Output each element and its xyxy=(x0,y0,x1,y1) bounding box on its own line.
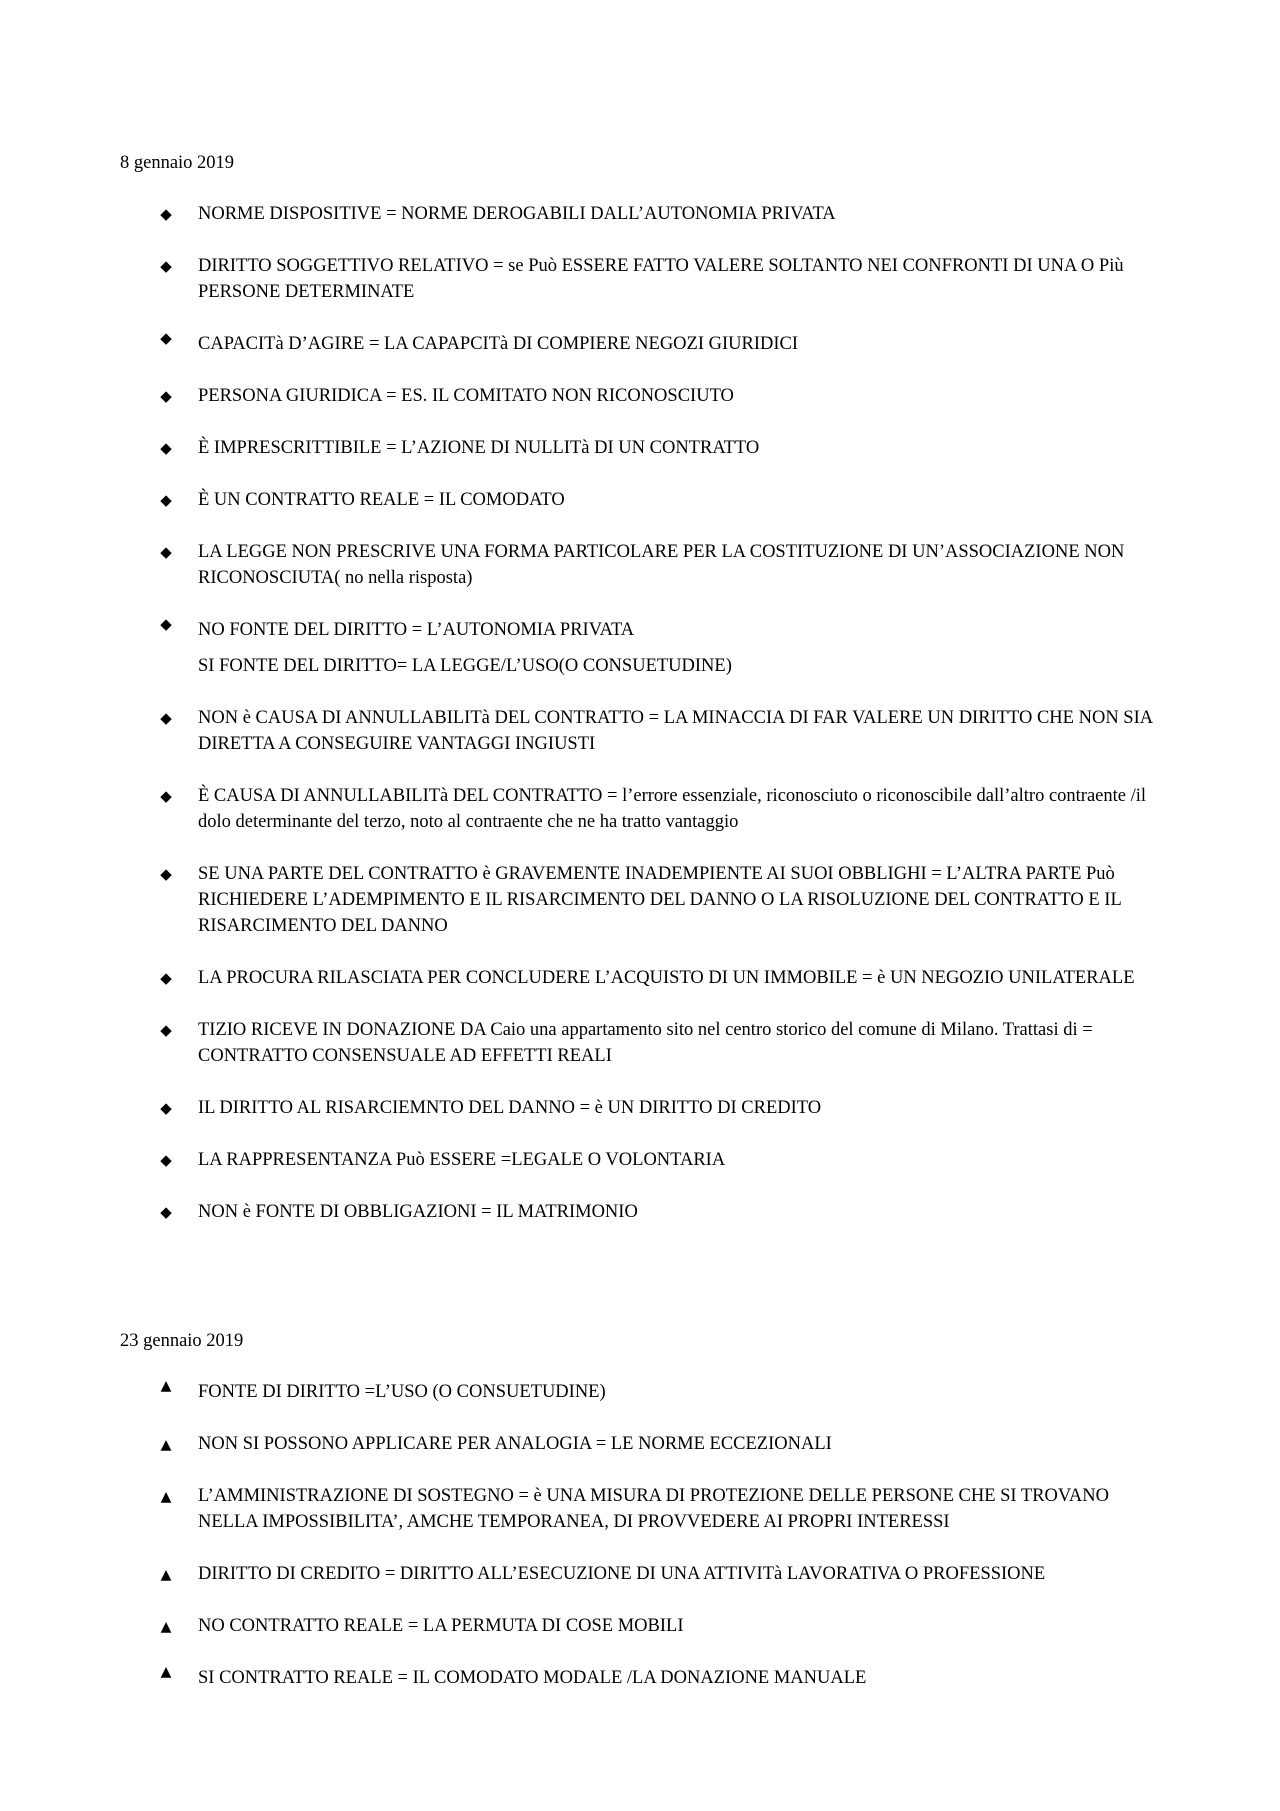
list-item-text: È UN CONTRATTO REALE = IL COMODATO xyxy=(198,490,565,510)
list-item xyxy=(0,1147,1280,1173)
list-item xyxy=(0,783,1280,835)
diamond-bullet-icon: ◆ xyxy=(160,1099,172,1117)
list-item-text: L’AMMINISTRAZIONE DI SOSTEGNO = è UNA MISURA DI PROTEZIONE DELLE PERSONE CHE SI TROVANO NELLA IMPOSSIBILITA’, AMCHE TEMPORANEA, DI PROVVEDERE AI PROPRI INTERESSI xyxy=(198,1486,1109,1532)
list-item xyxy=(0,1665,1280,1691)
list-item-text: LA PROCURA RILASCIATA PER CONCLUDERE L’ACQUISTO DI UN IMMOBILE = è UN NEGOZIO UNILATERALE xyxy=(198,968,1135,988)
triangle-bullet-icon: ▲ xyxy=(160,1619,172,1635)
list-item-text: PERSONA GIURIDICA = ES. IL COMITATO NON RICONOSCIUTO xyxy=(198,386,734,406)
list-item-text: CAPACITà D’AGIRE = LA CAPAPCITà DI COMPIERE NEGOZI GIURIDICI xyxy=(198,334,799,354)
list-item xyxy=(0,1379,1280,1405)
list-item xyxy=(0,539,1280,591)
list-item xyxy=(0,331,1280,357)
list-item-text: SE UNA PARTE DEL CONTRATTO è GRAVEMENTE INADEMPIENTE AI SUOI OBBLIGHI = L’ALTRA PARTE Può RICHIEDERE L’ADEMPIMENTO E IL RISARCIMENTO DEL DANNO O LA RISOLUZIONE DEL CONTRATTO E IL RISARCIMENTO DEL DANNO xyxy=(198,864,1122,936)
diamond-bullet-icon: ◆ xyxy=(160,787,172,805)
list-item-text: DIRITTO SOGGETTIVO RELATIVO = se Può ESSERE FATTO VALERE SOLTANTO NEI CONFRONTI DI UNA O Più PERSONE DETERMINATE xyxy=(198,256,1124,302)
list-item-text: NON è CAUSA DI ANNULLABILITà DEL CONTRATTO = LA MINACCIA DI FAR VALERE UN DIRITTO CHE NON SIA DIRETTA A CONSEGUIRE VANTAGGI INGIUSTI xyxy=(198,708,1153,754)
list-item-text: LA RAPPRESENTANZA Può ESSERE =LEGALE O VOLONTARIA xyxy=(198,1150,726,1170)
list-item-text: DIRITTO DI CREDITO = DIRITTO ALL’ESECUZIONE DI UNA ATTIVITà LAVORATIVA O PROFESSIONE xyxy=(198,1564,1046,1584)
diamond-bullet-icon: ◆ xyxy=(160,1151,172,1169)
diamond-bullet-list xyxy=(0,201,1280,1251)
list-item xyxy=(0,1017,1280,1069)
diamond-bullet-icon: ◆ xyxy=(160,1203,172,1221)
list-item xyxy=(0,1613,1280,1639)
list-item-continuation xyxy=(0,653,1280,679)
list-item xyxy=(0,705,1280,757)
list-item xyxy=(0,1095,1280,1121)
list-item-text: SI FONTE DEL DIRITTO= LA LEGGE/L’USO(O CONSUETUDINE) xyxy=(198,656,732,676)
diamond-bullet-icon: ◆ xyxy=(160,865,172,883)
triangle-bullet-icon: ▲ xyxy=(160,1664,172,1680)
triangle-bullet-icon: ▲ xyxy=(160,1567,172,1583)
triangle-bullet-icon: ▲ xyxy=(160,1378,172,1394)
list-item xyxy=(0,1483,1280,1535)
triangle-bullet-icon: ▲ xyxy=(160,1489,172,1505)
diamond-bullet-icon: ◆ xyxy=(160,439,172,457)
list-item-text: NORME DISPOSITIVE = NORME DEROGABILI DALL’AUTONOMIA PRIVATA xyxy=(198,204,836,224)
list-item-text: IL DIRITTO AL RISARCIEMNTO DEL DANNO = è UN DIRITTO DI CREDITO xyxy=(198,1098,822,1118)
list-item-text: TIZIO RICEVE IN DONAZIONE DA Caio una appartamento sito nel centro storico del comune di Milano. Trattasi di = CONTRATTO CONSENSUALE AD EFFETTI REALI xyxy=(198,1020,1093,1066)
list-item xyxy=(0,435,1280,461)
list-item xyxy=(0,1199,1280,1225)
list-item xyxy=(0,383,1280,409)
list-item xyxy=(0,1561,1280,1587)
diamond-bullet-icon: ◆ xyxy=(160,1021,172,1039)
section-date: 8 gennaio 2019 xyxy=(120,153,235,173)
diamond-bullet-icon: ◆ xyxy=(160,615,172,633)
list-item-text: FONTE DI DIRITTO =L’USO (O CONSUETUDINE) xyxy=(198,1382,606,1402)
list-item xyxy=(0,617,1280,643)
diamond-bullet-icon: ◆ xyxy=(160,387,172,405)
list-item-text: NON è FONTE DI OBBLIGAZIONI = IL MATRIMONIO xyxy=(198,1202,638,1222)
list-item xyxy=(0,965,1280,991)
list-item xyxy=(0,201,1280,227)
section-date: 23 gennaio 2019 xyxy=(120,1331,244,1351)
list-item-text: NO FONTE DEL DIRITTO = L’AUTONOMIA PRIVATA xyxy=(198,620,635,640)
list-item xyxy=(0,487,1280,513)
diamond-bullet-icon: ◆ xyxy=(160,205,172,223)
diamond-bullet-icon: ◆ xyxy=(160,543,172,561)
list-item-text: È IMPRESCRITTIBILE = L’AZIONE DI NULLITà DI UN CONTRATTO xyxy=(198,438,760,458)
diamond-bullet-icon: ◆ xyxy=(160,491,172,509)
list-item-text: NON SI POSSONO APPLICARE PER ANALOGIA = LE NORME ECCEZIONALI xyxy=(198,1434,832,1454)
diamond-bullet-icon: ◆ xyxy=(160,257,172,275)
list-item-text: NO CONTRATTO REALE = LA PERMUTA DI COSE MOBILI xyxy=(198,1616,684,1636)
list-item xyxy=(0,253,1280,305)
diamond-bullet-icon: ◆ xyxy=(160,709,172,727)
triangle-bullet-icon: ▲ xyxy=(160,1437,172,1453)
list-item-text: LA LEGGE NON PRESCRIVE UNA FORMA PARTICOLARE PER LA COSTITUZIONE DI UN’ASSOCIAZIONE NON RICONOSCIUTA( no nella risposta) xyxy=(198,542,1125,588)
triangle-bullet-list xyxy=(0,1379,1280,1717)
diamond-bullet-icon: ◆ xyxy=(160,969,172,987)
list-item-text: È CAUSA DI ANNULLABILITà DEL CONTRATTO = l’errore essenziale, riconosciuto o riconoscibile dall’altro contraente /il dolo determinante del terzo, noto al contraente che ne ha tratto vantaggio xyxy=(198,786,1147,832)
diamond-bullet-icon: ◆ xyxy=(160,329,172,347)
list-item xyxy=(0,1431,1280,1457)
list-item xyxy=(0,861,1280,939)
list-item-text: SI CONTRATTO REALE = IL COMODATO MODALE /LA DONAZIONE MANUALE xyxy=(198,1668,867,1688)
